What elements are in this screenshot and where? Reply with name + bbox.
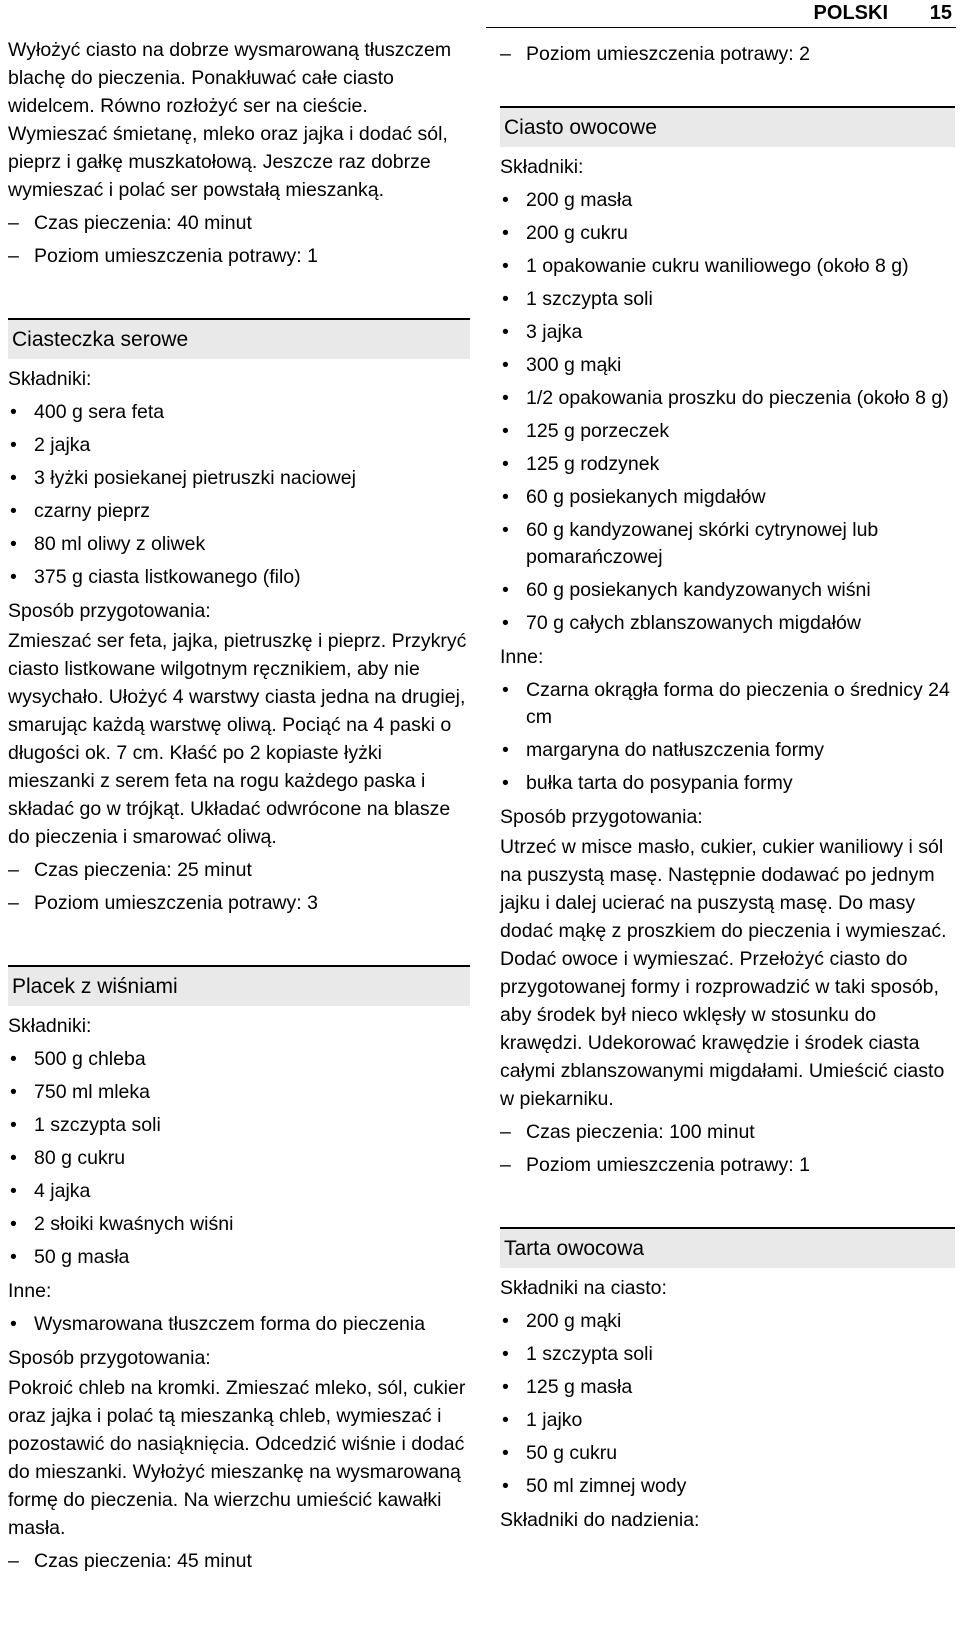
dash-item: – Poziom umieszczenia potrawy: 1 bbox=[500, 1151, 955, 1179]
ingredients-list bbox=[8, 399, 470, 591]
other-label: Inne: bbox=[8, 1280, 52, 1302]
list-item: • 80 g cukru bbox=[8, 1145, 470, 1172]
list-item: • margaryna do natłuszczenia formy bbox=[500, 737, 955, 764]
list-item: • 200 g cukru bbox=[500, 220, 955, 247]
list-item: • 60 g kandyzowanej skórki cytrynowej lub pomarańczowej bbox=[500, 517, 955, 571]
list-item: • 2 słoiki kwaśnych wiśni bbox=[8, 1211, 470, 1238]
intro-dash-list bbox=[8, 209, 470, 270]
dash-list bbox=[8, 1547, 470, 1575]
list-item: • 60 g posiekanych kandyzowanych wiśni bbox=[500, 577, 955, 604]
intro-dash-list bbox=[500, 40, 955, 68]
list-item: • 1 jajko bbox=[500, 1407, 955, 1434]
section-title-ciasto-owocowe: Ciasto owocowe bbox=[500, 106, 955, 147]
ingredients-label: Składniki na ciasto: bbox=[500, 1277, 667, 1299]
other-list bbox=[500, 677, 955, 797]
ingredients-label: Składniki: bbox=[8, 1015, 92, 1037]
dash-item: – Czas pieczenia: 100 minut bbox=[500, 1118, 955, 1146]
method-text: Pokroić chleb na kromki. Zmieszać mleko, sól, cukier oraz jajka i polać tą mieszanką chleb, wymieszać i pozostawić do nasiąknięcia. Odcedzić wiśnie i dodać do mieszanki. Wyłożyć mieszankę na wysmarowaną formę do pieczenia. Na wierzchu umieścić kawałki masła. bbox=[8, 1377, 466, 1539]
ingredients-list bbox=[500, 1308, 955, 1500]
ingredients-label: Składniki: bbox=[8, 368, 92, 390]
list-item: • 125 g porzeczek bbox=[500, 418, 955, 445]
ingredients-label: Składniki: bbox=[500, 156, 584, 178]
list-item: • czarny pieprz bbox=[8, 498, 470, 525]
list-item: • 3 łyżki posiekanej pietruszki naciowej bbox=[8, 465, 470, 492]
list-item: • 200 g mąki bbox=[500, 1308, 955, 1335]
intro-text: Wyłożyć ciasto na dobrze wysmarowaną tłuszczem blachę do pieczenia. Ponakłuwać całe ciasto widelcem. Równo rozłożyć ser na cieście. Wymieszać śmietanę, mleko oraz jajka i dodać sól, pieprz i gałkę muszkatołową. Jeszcze raz dobrze wymieszać i polać ser powstałą mieszanką. bbox=[8, 39, 452, 201]
list-item: • 1/2 opakowania proszku do pieczenia (około 8 g) bbox=[500, 385, 955, 412]
method-text: Zmieszać ser feta, jajka, pietruszkę i pieprz. Przykryć ciasto listkowane wilgotnym ręcznikiem, aby nie wysychało. Ułożyć 4 warstwy ciasta jedna na drugiej, smarując każdą warstwę oliwą. Pociąć na 4 paski o długości ok. 7 cm. Kłaść po 2 kopiaste łyżki mieszanki z serem feta na rogu każdego paska i składać go w trójkąt. Układać odwrócone na blasze do pieczenia i smarować oliwą. bbox=[8, 630, 467, 848]
list-item: • Wysmarowana tłuszczem forma do pieczenia bbox=[8, 1311, 470, 1338]
list-item: • 50 g cukru bbox=[500, 1440, 955, 1467]
list-item: • 80 ml oliwy z oliwek bbox=[8, 531, 470, 558]
method-label: Sposób przygotowania: bbox=[8, 600, 211, 622]
method-label: Sposób przygotowania: bbox=[8, 1347, 211, 1369]
left-column bbox=[8, 36, 470, 1580]
ingredients-list bbox=[500, 187, 955, 637]
list-item: • 125 g rodzynek bbox=[500, 451, 955, 478]
list-item: • 50 g masła bbox=[8, 1244, 470, 1271]
list-item: • 4 jajka bbox=[8, 1178, 470, 1205]
dash-list bbox=[500, 1118, 955, 1179]
section-title-placek: Placek z wiśniami bbox=[8, 965, 470, 1006]
method-label: Sposób przygotowania: bbox=[500, 806, 703, 828]
list-item: • 125 g masła bbox=[500, 1374, 955, 1401]
section-title-ciasteczka: Ciasteczka serowe bbox=[8, 318, 470, 359]
right-column bbox=[500, 36, 955, 1536]
dash-item: – Czas pieczenia: 25 minut bbox=[8, 856, 470, 884]
list-item: • 750 ml mleka bbox=[8, 1079, 470, 1106]
list-item: • Czarna okrągła forma do pieczenia o średnicy 24 cm bbox=[500, 677, 955, 731]
dash-item: – Poziom umieszczenia potrawy: 2 bbox=[500, 40, 955, 68]
page-number: 15 bbox=[929, 2, 952, 24]
other-list bbox=[8, 1311, 470, 1338]
list-item: • 200 g masła bbox=[500, 187, 955, 214]
list-item: • 1 opakowanie cukru waniliowego (około 8 g) bbox=[500, 253, 955, 280]
list-item: • 300 g mąki bbox=[500, 352, 955, 379]
dash-list bbox=[8, 856, 470, 917]
list-item: • 375 g ciasta listkowanego (filo) bbox=[8, 564, 470, 591]
list-item: • 50 ml zimnej wody bbox=[500, 1473, 955, 1500]
list-item: • bułka tarta do posypania formy bbox=[500, 770, 955, 797]
dash-item: – Poziom umieszczenia potrawy: 3 bbox=[8, 889, 470, 917]
list-item: • 1 szczypta soli bbox=[8, 1112, 470, 1139]
list-item: • 500 g chleba bbox=[8, 1046, 470, 1073]
ingredients-list bbox=[8, 1046, 470, 1271]
list-item: • 60 g posiekanych migdałów bbox=[500, 484, 955, 511]
list-item: • 3 jajka bbox=[500, 319, 955, 346]
language-label: POLSKI bbox=[813, 2, 888, 24]
filling-label: Składniki do nadzienia: bbox=[500, 1509, 700, 1531]
list-item: • 400 g sera feta bbox=[8, 399, 470, 426]
list-item: • 2 jajka bbox=[8, 432, 470, 459]
list-item: • 1 szczypta soli bbox=[500, 286, 955, 313]
list-item: • 70 g całych zblanszowanych migdałów bbox=[500, 610, 955, 637]
method-text: Utrzeć w misce masło, cukier, cukier waniliowy i sól na puszystą masę. Następnie dodawać po jednym jajku i dalej ucierać na puszystą masę. Do masy dodać mąkę z proszkiem do pieczenia i wymieszać. Dodać owoce i wymieszać. Przełożyć ciasto do przygotowanej formy i rozprowadzić w taki sposób, aby środek był nieco wklęsły w stosunku do krawędzi. Udekorować krawędzie i środek ciasta całymi zblanszowanymi migdałami. Umieścić ciasto w piekarniku. bbox=[500, 836, 947, 1110]
dash-item: – Czas pieczenia: 45 minut bbox=[8, 1547, 470, 1575]
dash-item: – Poziom umieszczenia potrawy: 1 bbox=[8, 242, 470, 270]
other-label: Inne: bbox=[500, 646, 544, 668]
list-item: • 1 szczypta soli bbox=[500, 1341, 955, 1368]
page-header bbox=[486, 0, 956, 28]
dash-item: – Czas pieczenia: 40 minut bbox=[8, 209, 470, 237]
section-title-tarta: Tarta owocowa bbox=[500, 1227, 955, 1268]
